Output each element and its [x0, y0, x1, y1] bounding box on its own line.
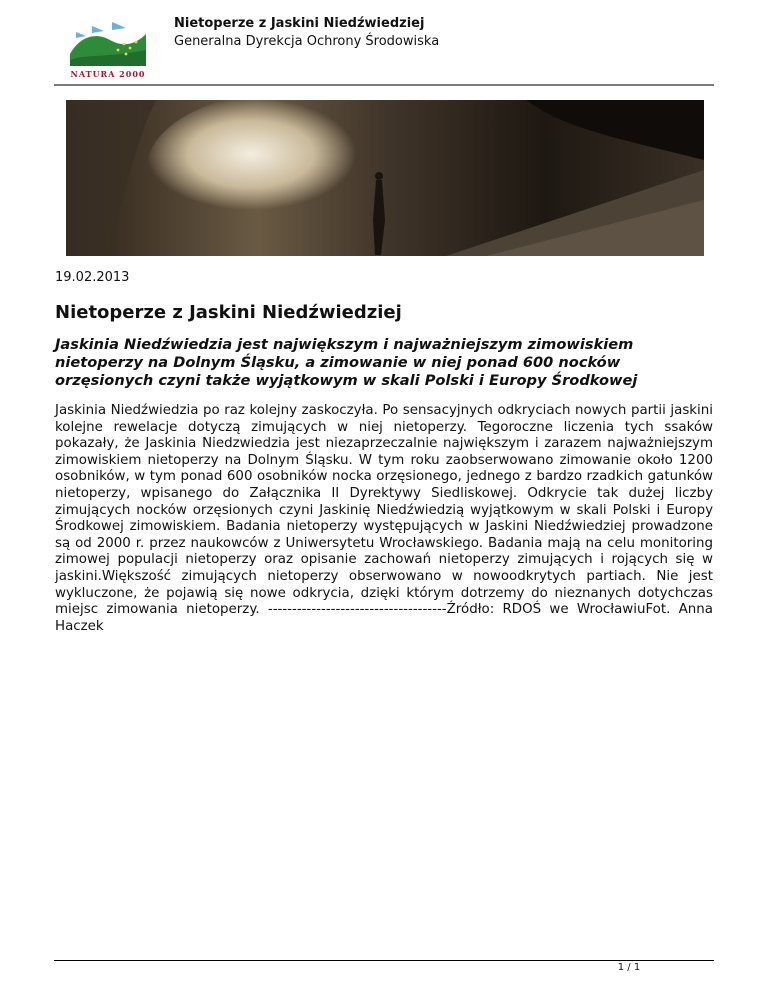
site-subtitle: Generalna Dyrekcja Ochrony Środowiska: [174, 34, 440, 49]
page-number: 1 / 1: [617, 962, 641, 973]
article-date: 19.02.2013: [55, 270, 130, 285]
footer-divider: [54, 960, 714, 961]
article-body: Jaskinia Niedźwiedzia po raz kolejny zaskoczyła. Po sensacyjnych odkryciach nowych partii jaskini kolejne rewelacje dotyczą zimujących w niej nietoperzy. Tegoroczne liczenia tych ssaków pokazały, że Jaskinia Niedzwiedzia jest niezaprzeczalnie największym i zarazem najważniejszym zimowiskiem nietoperzy na Dolnym Śląsku. W tym roku zaobserwowano zimowanie około 1200 osobników, w tym ponad 600 osobników nocka orzęsionego, jednego z bardzo rzadkich gatunków nietoperzy, wpisanego do Załącznika II Dyrektywy Siedliskowej. Odkrycie tak dużej liczby zimujących nocków orzęsionych czyni Jaskinię Niedźwiedzią wyjątkowym w skali Polski i Europy Środkowej zimowiskiem. Badania nietoperzy występujących w Jaskini Niedźwiedziej prowadzone są od 2000 r. przez naukowców z Uniwersytetu Wrocławskiego. Badania mają na celu monitoring zimowej populacji nietoperzy oraz opisanie zachowań nietoperzy zimujących i rojących się w jaskini.Większość zimujących nietoperzy obserwowano w nowoodkrytych partiach. Nie jest wykluczone, że pojawią się nowe odkrycia, dzięki którym dotrzemy do nieznanych dotychczas miejsc zimowania nietoperzy. -------------------------------------Źródło: RDOŚ we WrocławiuFot. Anna Haczek: [55, 403, 713, 634]
article-title: Nietoperze z Jaskini Niedźwiedziej: [55, 302, 402, 323]
cave-photo: [66, 100, 704, 256]
header-divider: [54, 84, 714, 86]
page-header: [66, 14, 706, 80]
site-title: Nietoperze z Jaskini Niedźwiedziej: [174, 16, 425, 31]
natura-2000-logo: [66, 14, 150, 80]
svg-text:NATURA 2000: NATURA 2000: [70, 69, 146, 79]
article-lead: Jaskinia Niedźwiedzia jest największym i najważniejszym zimowiskiem nietoperzy na Dolnym Śląsku, a zimowanie w niej ponad 600 nocków orzęsionych czyni także wyjątkowym w skali Polski i Europy Środkowej: [55, 336, 638, 389]
